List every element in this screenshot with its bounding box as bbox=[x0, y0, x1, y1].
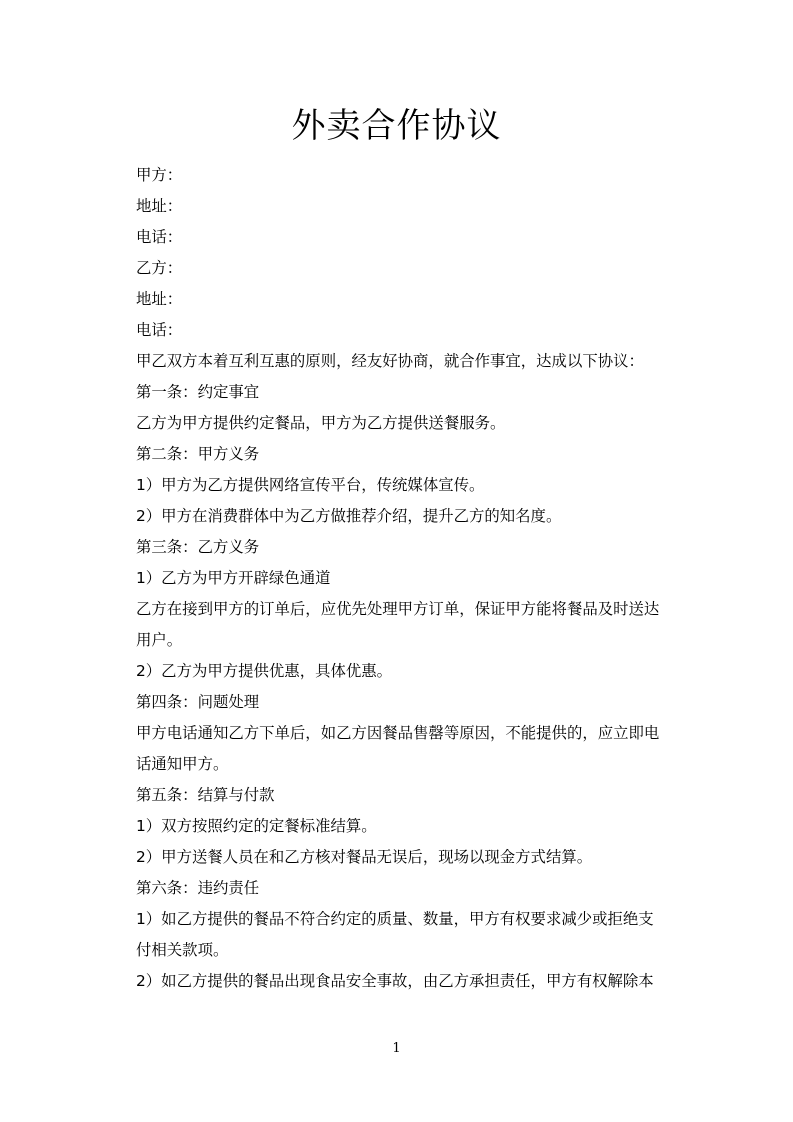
section-heading: 第五条：结算与付款 bbox=[136, 786, 275, 804]
section-heading: 第一条：约定事宜 bbox=[136, 383, 260, 401]
section-heading: 第三条：乙方义务 bbox=[136, 538, 260, 556]
text-line: 1）如乙方提供的餐品不符合约定的质量、数量，甲方有权要求减少或拒绝支 bbox=[136, 910, 654, 928]
section-heading: 第四条：问题处理 bbox=[136, 693, 260, 711]
text-line: 乙方为甲方提供约定餐品，甲方为乙方提供送餐服务。 bbox=[136, 414, 506, 432]
text-line: 话通知甲方。 bbox=[136, 755, 229, 773]
text-line: 2）如乙方提供的餐品出现食品安全事故，由乙方承担责任，甲方有权解除本 bbox=[136, 972, 654, 990]
text-line: 甲方： bbox=[136, 166, 183, 184]
text-line: 2）甲方送餐人员在和乙方核对餐品无误后，现场以现金方式结算。 bbox=[136, 848, 593, 866]
text-line: 1）双方按照约定的定餐标准结算。 bbox=[136, 817, 377, 835]
text-line: 乙方在接到甲方的订单后，应优先处理甲方订单，保证甲方能将餐品及时送达 bbox=[136, 600, 660, 618]
text-line: 地址： bbox=[136, 290, 183, 308]
text-line: 甲乙双方本着互利互惠的原则，经友好协商，就合作事宜，达成以下协议： bbox=[136, 352, 644, 370]
section-heading: 第二条：甲方义务 bbox=[136, 445, 260, 463]
text-line: 电话： bbox=[136, 228, 183, 246]
document-title: 外卖合作协议 bbox=[291, 106, 502, 146]
section-heading: 第六条：违约责任 bbox=[136, 879, 260, 897]
text-line: 付相关款项。 bbox=[136, 941, 229, 959]
text-line: 用户。 bbox=[136, 631, 183, 649]
text-line: 1）乙方为甲方开辟绿色通道 bbox=[136, 569, 331, 587]
text-line: 乙方： bbox=[136, 259, 183, 277]
text-line: 地址： bbox=[136, 197, 183, 215]
page-number: 1 bbox=[392, 1041, 401, 1056]
text-line: 1）甲方为乙方提供网络宣传平台，传统媒体宣传。 bbox=[136, 476, 485, 494]
text-line: 2）乙方为甲方提供优惠，具体优惠。 bbox=[136, 662, 393, 680]
text-line: 甲方电话通知乙方下单后，如乙方因餐品售罄等原因，不能提供的，应立即电 bbox=[136, 724, 660, 742]
text-line: 2）甲方在消费群体中为乙方做推荐介绍，提升乙方的知名度。 bbox=[136, 507, 562, 525]
text-line: 电话： bbox=[136, 321, 183, 339]
document-body bbox=[136, 160, 681, 997]
